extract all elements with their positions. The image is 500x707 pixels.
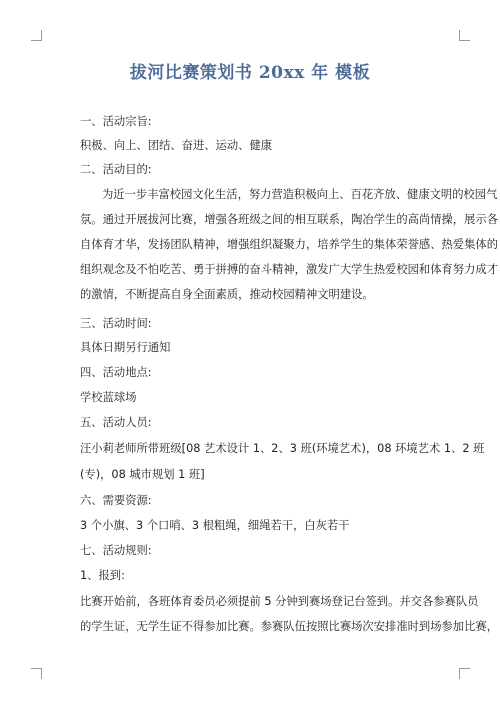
section-heading: 四、活动地点: xyxy=(80,366,152,379)
body-line: 汪小莉老师所带班级[08 艺术设计 1、2、3 班(环境艺术)，08 环境艺术 1、2 班 xyxy=(80,442,485,455)
section-heading: 三、活动时间: xyxy=(80,317,152,330)
body-line: (专)，08 城市规划 1 班] xyxy=(80,468,205,481)
body-line: 的激情，不断提高自身全面素质，推动校园精神文明建设。 xyxy=(80,288,374,301)
crop-mark-bottom-right xyxy=(459,668,470,679)
section-heading: 六、需要资源: xyxy=(80,494,152,507)
section-heading: 七、活动规则: xyxy=(80,544,152,557)
body-line: 比赛开始前，各班体育委员必须提前 5 分钟到赛场登记台签到。并交各参赛队员 xyxy=(80,595,479,608)
document-title: 拔河比赛策划书 20xx 年 模板 xyxy=(129,63,371,83)
body-line: 自体育才华，发扬团队精神，增强组织凝聚力，培养学生的集体荣誉感、热爱集体的 xyxy=(80,238,498,251)
body-line: 的学生证，无学生证不得参加比赛。参赛队伍按照比赛场次安排准时到场参加比赛， xyxy=(80,620,498,633)
body-line: 为近一步丰富校园文化生活，努力营造积极向上、百花齐放、健康文明的校园气 xyxy=(102,188,498,201)
body-line: 学校蓝球场 xyxy=(80,391,137,404)
body-line: 具体日期另行通知 xyxy=(80,341,171,354)
crop-mark-bottom-left xyxy=(31,668,42,679)
section-heading: 五、活动人员: xyxy=(80,416,152,429)
section-heading: 二、活动目的: xyxy=(80,163,152,176)
body-line: 氛。通过开展拔河比赛，增强各班级之间的相互联系，陶冶学生的高尚情操，展示各 xyxy=(80,213,498,226)
section-heading: 一、活动宗旨: xyxy=(80,115,152,128)
sub-heading: 1、报到: xyxy=(80,569,125,582)
crop-mark-top-right xyxy=(459,30,470,41)
body-line: 3 个小旗、3 个口哨、3 根粗绳，细绳若干，白灰若干 xyxy=(80,519,350,532)
body-line: 组织观念及不怕吃苦、勇于拼搏的奋斗精神，激发广大学生热爱校园和体育努力成才 xyxy=(80,263,498,276)
crop-mark-top-left xyxy=(31,30,42,41)
body-line: 积极、向上、团结、奋进、运动、健康 xyxy=(80,139,273,152)
